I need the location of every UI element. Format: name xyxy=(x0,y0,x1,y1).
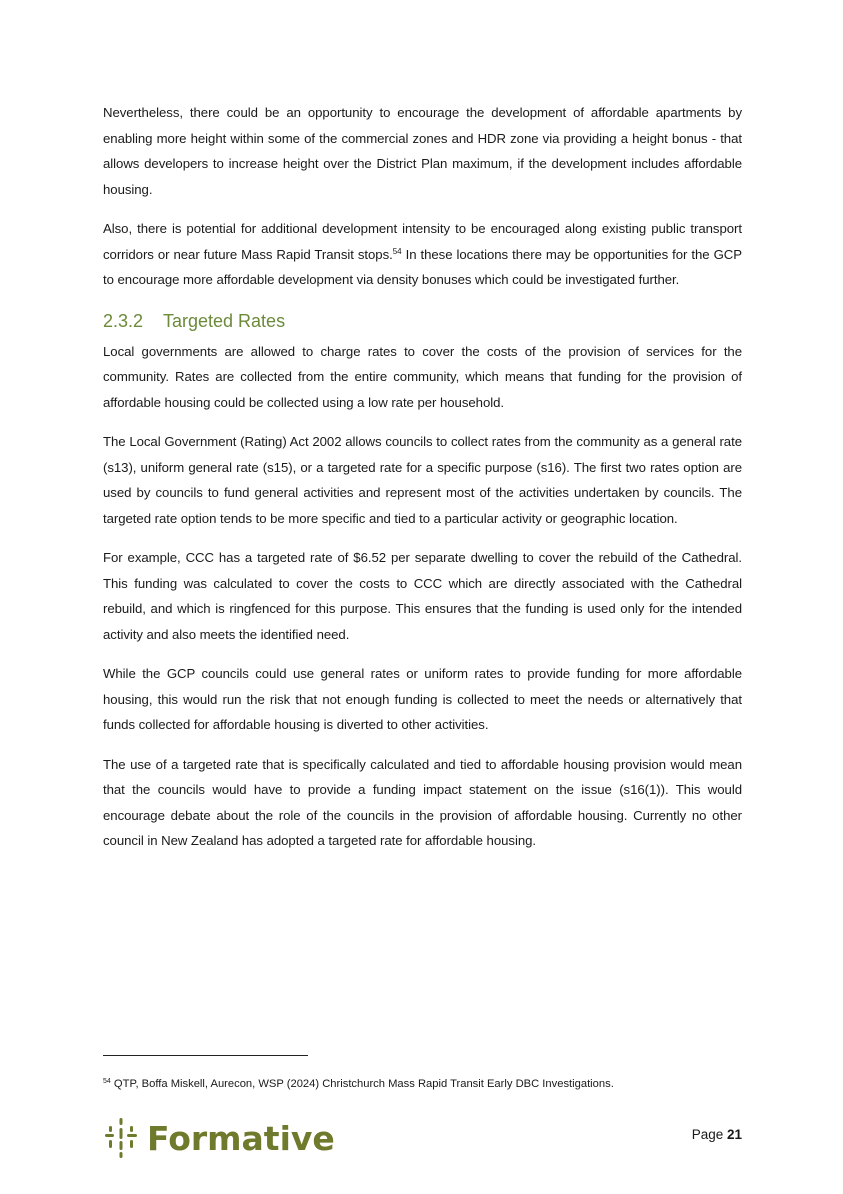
paragraph: While the GCP councils could use general rates or uniform rates to provide funding for more affordable housing, this would run the risk that not enough funding is collected to meet the needs or alternatively that funds collected for affordable housing is diverted to other activities. xyxy=(103,666,742,732)
formative-logo-icon xyxy=(103,1118,139,1158)
paragraph: Local governments are allowed to charge rates to cover the costs of the provision of services for the community. Rates are collected from the entire community, which means that funding for the provision of affordable housing could be collected using a low rate per household. xyxy=(103,343,742,410)
paragraph: For example, CCC has a targeted rate of $6.52 per separate dwelling to cover the rebuild of the Cathedral. This funding was calculated to cover the costs to CCC which are directly associated with the Cathedral rebuild, and which is ringfenced for this purpose. This ensures that the funding is used only for the intended activity and also meets the identified need. xyxy=(103,550,742,642)
section-title: Targeted Rates xyxy=(163,310,286,331)
paragraph: Nevertheless, there could be an opportunity to encourage the development of affordable apartments by enabling more height within some of the commercial zones and HDR zone via providing a height bonus - that allows developers to increase height over the District Plan maximum, if the development includes affordable housing. xyxy=(103,105,742,197)
paragraph: The Local Government (Rating) Act 2002 allows councils to collect rates from the community as a general rate (s13), uniform general rate (s15), or a targeted rate for a specific purpose (s16). The first two rates option are used by councils to fund general activities and represent most of the activities undertaken by councils. The targeted rate option tends to be more specific and tied to a particular activity or geographic location. xyxy=(103,434,742,526)
footnote-text: QTP, Boffa Miskell, Aurecon, WSP (2024) Christchurch Mass Rapid Transit Early DBC Investigations. xyxy=(110,1078,614,1090)
paragraph-text: Also, there is potential for additional development intensity to be encouraged along existing public transport corridors or near future Mass Rapid Transit stops. xyxy=(103,221,742,262)
page-label: Page xyxy=(691,1127,727,1142)
formative-logo xyxy=(103,1118,335,1158)
footnote-reference[interactable]: 54 xyxy=(392,246,402,256)
footnote xyxy=(103,1076,614,1092)
footnote-divider xyxy=(103,1055,308,1056)
body-content xyxy=(103,100,742,868)
paragraph: The use of a targeted rate that is specifically calculated and tied to affordable housing provision would mean that the councils would have to provide a funding impact statement on the issue (s16(1)). This would encourage debate about the role of the councils in the provision of affordable housing. Currently no other council in New Zealand has adopted a targeted rate for affordable housing. xyxy=(103,756,742,848)
logo-wordmark: Formative xyxy=(147,1118,335,1158)
section-number: 2.3.2 xyxy=(103,310,144,331)
section-heading xyxy=(103,307,742,335)
paragraph xyxy=(103,216,742,293)
paragraph-text: In these locations there may be opportunities for the GCP to encourage more affordable development via density bonuses which could be investigated further. xyxy=(103,246,743,287)
footnote-number: 54 xyxy=(103,1078,111,1085)
page-number xyxy=(692,1127,742,1142)
page-number-value: 21 xyxy=(726,1127,742,1142)
